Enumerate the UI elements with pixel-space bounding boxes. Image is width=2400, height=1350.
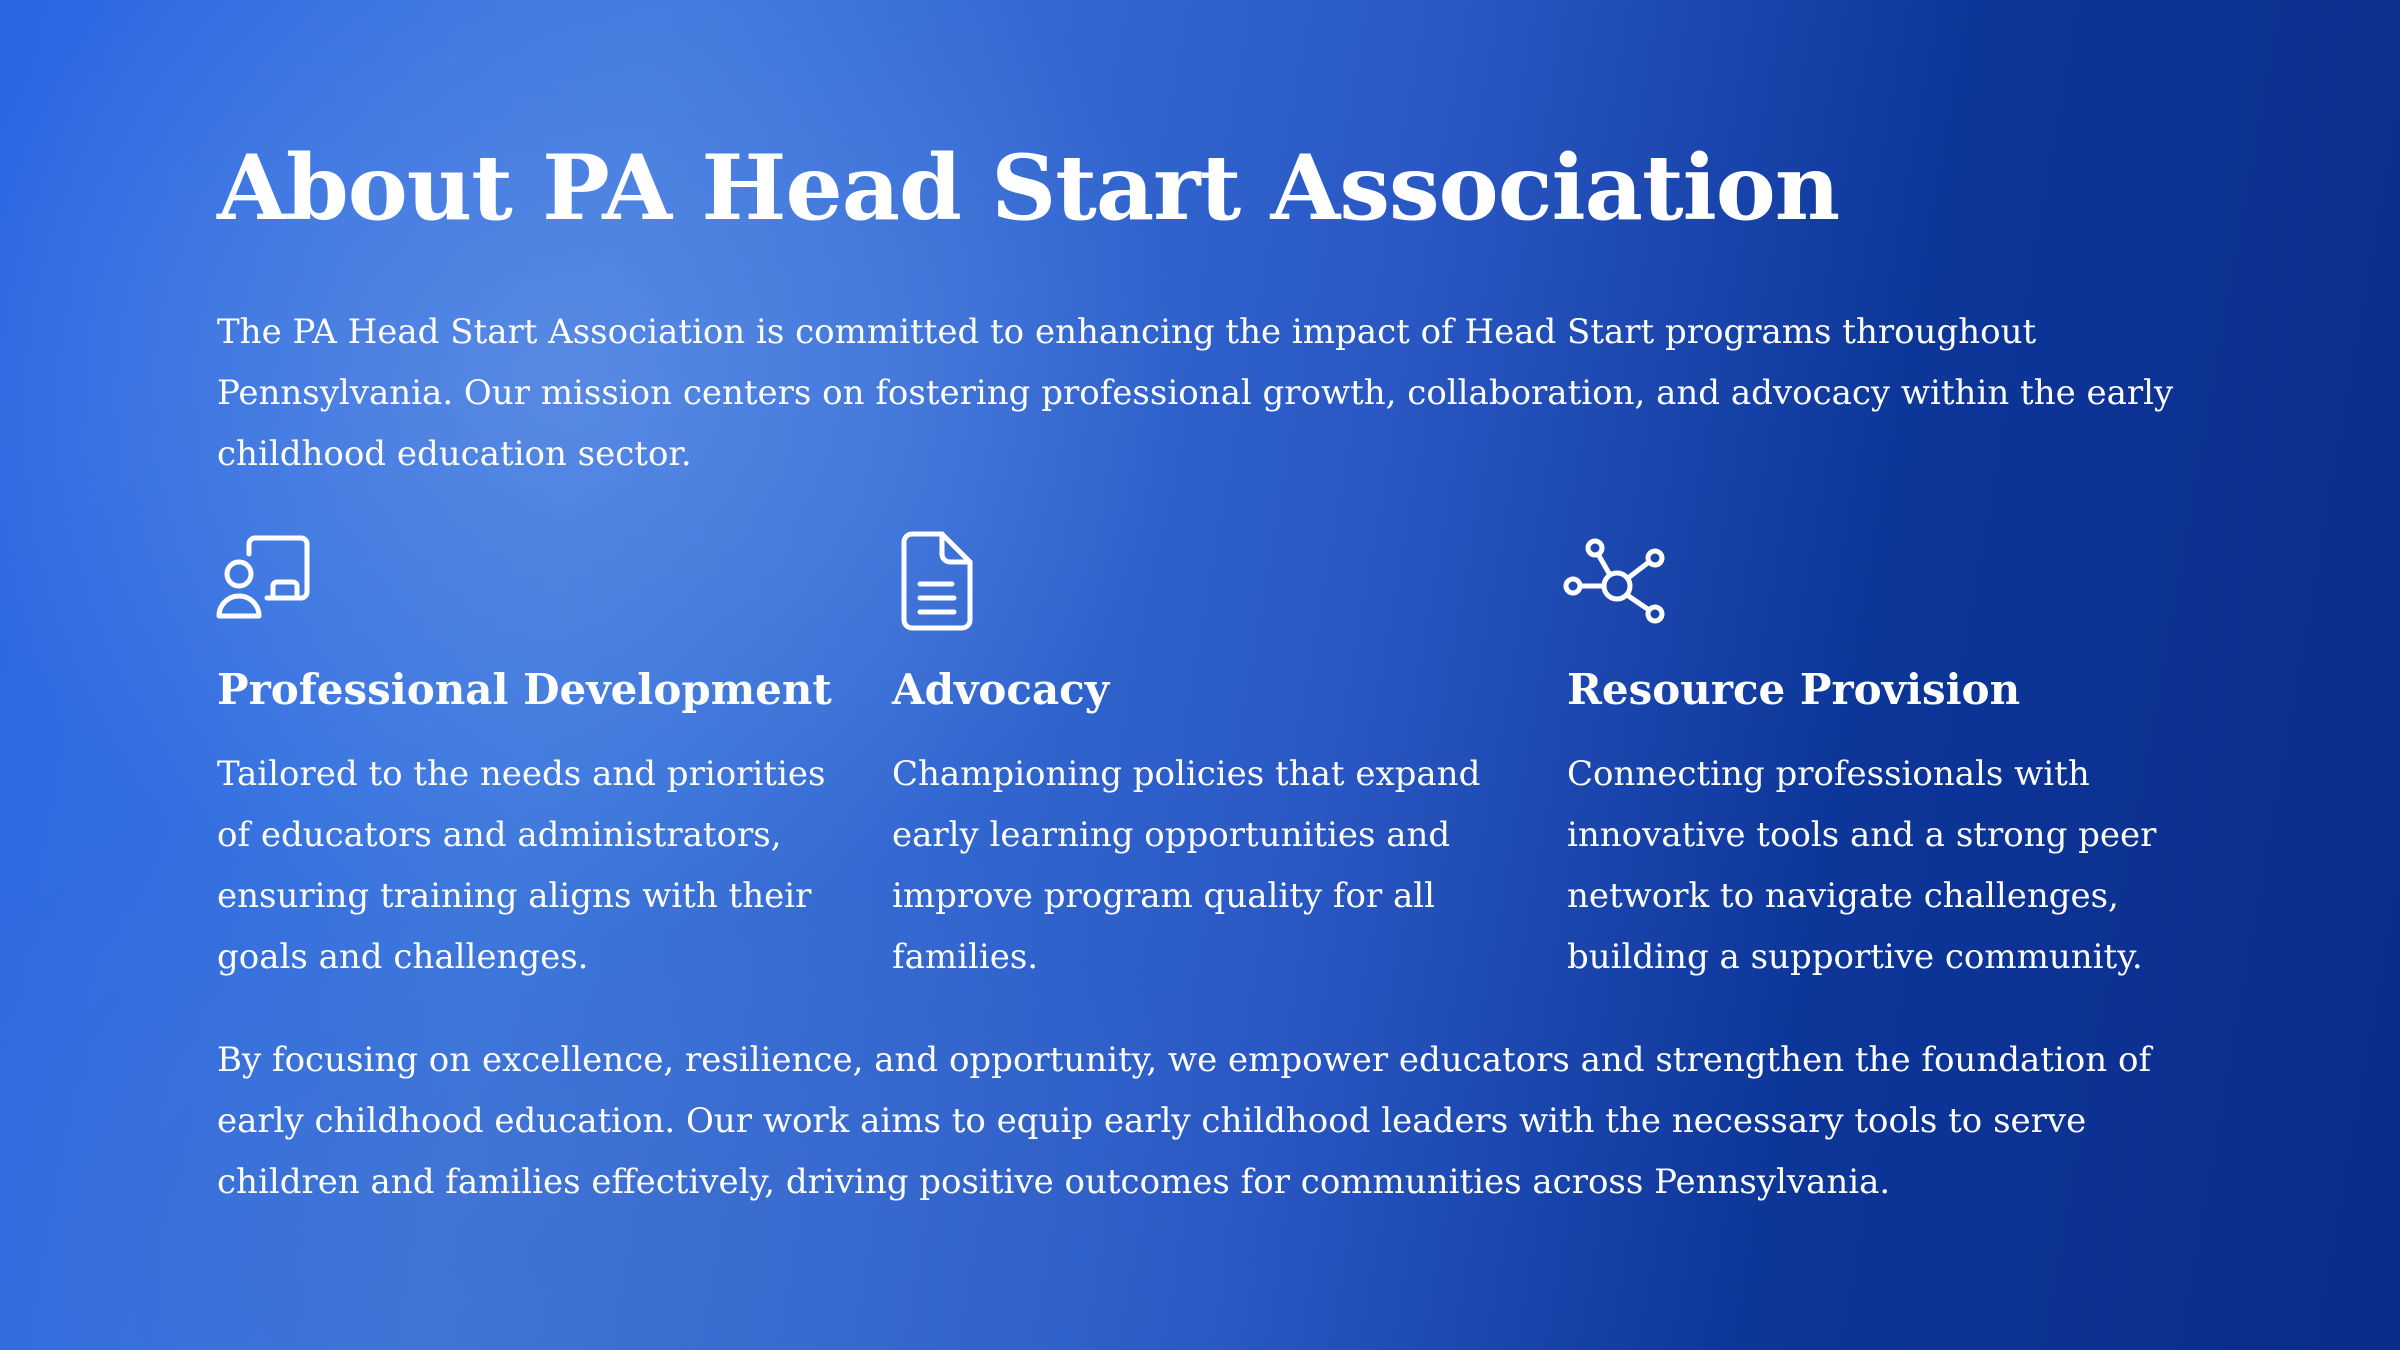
feature-title: Professional Development [217, 665, 832, 714]
closing-paragraph: By focusing on excellence, resilience, and opportunity, we empower educators and strengthen the foundation of early childhood education. Our work aims to equip early childhood leaders with the necessary tools to serve children and families effectively, driving positive outcomes for communities across Pennsylvania. [217, 1040, 2152, 1202]
document-icon [888, 530, 992, 634]
feature-description: Connecting professionals with innovative tools and a strong peer network to navigate challenges, building a supportive community. [1567, 754, 2157, 977]
network-icon [1563, 530, 1667, 634]
feature-title: Resource Provision [1567, 665, 2021, 714]
feature-professional-development [217, 530, 837, 977]
presentation-person-icon [213, 530, 317, 634]
about-slide [217, 0, 2177, 1350]
feature-columns [217, 530, 2177, 1000]
intro-paragraph: The PA Head Start Association is committed to enhancing the impact of Head Start programs throughout Pennsylvania. Our mission centers on fostering professional growth, collaboration, and advocacy within the early childhood education sector. [217, 312, 2174, 474]
feature-description: Tailored to the needs and priorities of educators and administrators, ensuring training aligns with their goals and challenges. [217, 754, 826, 977]
feature-resource-provision [1567, 530, 2187, 977]
feature-advocacy [892, 530, 1512, 977]
page-title: About PA Head Start Association [217, 135, 1840, 241]
feature-title: Advocacy [892, 665, 1110, 714]
feature-description: Championing policies that expand early learning opportunities and improve program quality for all families. [892, 754, 1481, 977]
